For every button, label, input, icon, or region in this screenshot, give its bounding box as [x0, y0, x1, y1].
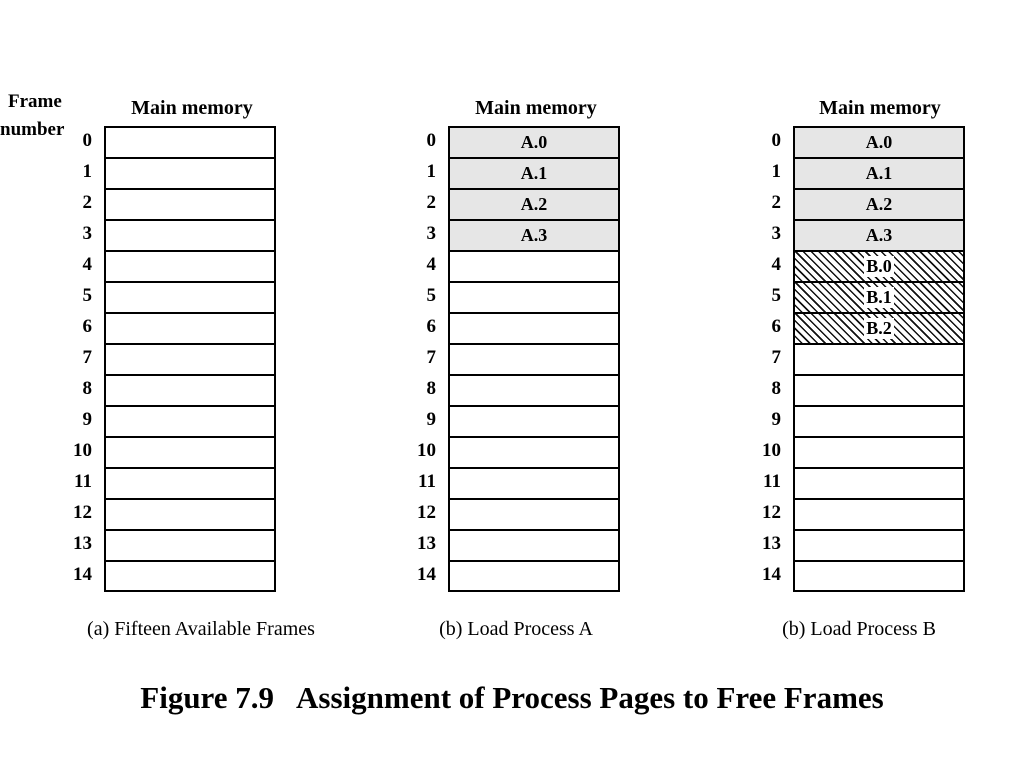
memory-frame-6: [795, 314, 963, 345]
frame-number-label: 7: [426, 347, 436, 368]
memory-frame-3: [795, 221, 963, 252]
memory-frame-5: [795, 283, 963, 314]
figure-number: Figure 7.9: [140, 680, 275, 715]
page-label: A.0: [520, 132, 548, 152]
frame-number-label: 0: [771, 130, 781, 151]
frame-number-label: 14: [762, 564, 781, 585]
panel-caption: (b) Load Process A: [439, 618, 593, 640]
frame-number-label: 2: [426, 192, 436, 213]
memory-frame-12: [106, 500, 274, 531]
memory-frame-1: [795, 159, 963, 190]
page-label: A.3: [520, 225, 548, 245]
frame-number-label: 1: [771, 161, 781, 182]
frame-number-label: 2: [771, 192, 781, 213]
frame-number-label: 8: [82, 378, 92, 399]
frame-number-label: 0: [426, 130, 436, 151]
panel-heading: Main memory: [475, 97, 597, 119]
memory-frame-0: [106, 128, 274, 159]
memory-frame-9: [450, 407, 618, 438]
memory-frame-0: [450, 128, 618, 159]
panel-caption: (a) Fifteen Available Frames: [87, 618, 315, 640]
memory-frame-14: [450, 562, 618, 593]
main-memory-column: [793, 126, 965, 592]
memory-frame-7: [106, 345, 274, 376]
memory-frame-7: [450, 345, 618, 376]
frame-number-label: 6: [82, 316, 92, 337]
page-label: A.2: [520, 194, 548, 214]
frame-number-label: 10: [73, 440, 92, 461]
panel-heading: Main memory: [131, 97, 253, 119]
frame-number-label: 9: [771, 409, 781, 430]
frame-number-label: 6: [771, 316, 781, 337]
memory-frame-13: [450, 531, 618, 562]
frame-number-label: 9: [82, 409, 92, 430]
memory-frame-10: [450, 438, 618, 469]
page-label: A.3: [865, 225, 893, 245]
frame-number-label: 3: [82, 223, 92, 244]
page-label: B.1: [866, 287, 892, 307]
memory-frame-2: [106, 190, 274, 221]
memory-frame-4: [106, 252, 274, 283]
page-label: A.1: [520, 163, 548, 183]
memory-frame-0: [795, 128, 963, 159]
frame-number-label: 0: [82, 130, 92, 151]
frame-number-label: 12: [73, 502, 92, 523]
memory-frame-11: [450, 469, 618, 500]
memory-frame-14: [795, 562, 963, 593]
frame-number-label: 12: [417, 502, 436, 523]
frame-number-label: 1: [426, 161, 436, 182]
panel-heading: Main memory: [819, 97, 941, 119]
frame-number-label: 4: [426, 254, 436, 275]
frame-number-label: 13: [417, 533, 436, 554]
frame-number-label: 3: [426, 223, 436, 244]
frame-number-label: 4: [771, 254, 781, 275]
axis-label-line1: Frame: [8, 91, 62, 112]
memory-frame-8: [795, 376, 963, 407]
page-label: A.2: [865, 194, 893, 214]
frame-number-label: 5: [426, 285, 436, 306]
axis-label-line2: number: [0, 119, 65, 140]
memory-frame-1: [450, 159, 618, 190]
memory-frame-9: [106, 407, 274, 438]
frame-number-label: 12: [762, 502, 781, 523]
frame-number-label: 1: [82, 161, 92, 182]
figure-title: Assignment of Process Pages to Free Frames: [296, 680, 884, 715]
frame-number-label: 14: [417, 564, 436, 585]
memory-frame-8: [106, 376, 274, 407]
memory-frame-2: [450, 190, 618, 221]
frame-number-label: 7: [82, 347, 92, 368]
main-memory-column: [104, 126, 276, 592]
memory-frame-2: [795, 190, 963, 221]
memory-frame-1: [106, 159, 274, 190]
frame-number-label: 10: [762, 440, 781, 461]
memory-frame-4: [795, 252, 963, 283]
frame-number-label: 11: [74, 471, 92, 492]
page-label: B.2: [866, 318, 892, 338]
page-label: B.0: [866, 256, 892, 276]
memory-frame-13: [106, 531, 274, 562]
frame-number-label: 4: [82, 254, 92, 275]
frame-number-label: 14: [73, 564, 92, 585]
frame-number-label: 2: [82, 192, 92, 213]
memory-frame-11: [795, 469, 963, 500]
memory-frame-5: [106, 283, 274, 314]
frame-number-label: 13: [73, 533, 92, 554]
frame-number-label: 11: [418, 471, 436, 492]
frame-number-label: 5: [771, 285, 781, 306]
frame-number-label: 11: [763, 471, 781, 492]
memory-frame-6: [450, 314, 618, 345]
memory-frame-5: [450, 283, 618, 314]
frame-number-label: 3: [771, 223, 781, 244]
frame-number-label: 5: [82, 285, 92, 306]
main-memory-column: [448, 126, 620, 592]
memory-frame-6: [106, 314, 274, 345]
memory-frame-3: [106, 221, 274, 252]
memory-frame-14: [106, 562, 274, 593]
frame-number-label: 8: [426, 378, 436, 399]
panel-caption: (b) Load Process B: [782, 618, 936, 640]
figure-caption: [0, 680, 1024, 716]
frame-number-label: 10: [417, 440, 436, 461]
memory-frame-13: [795, 531, 963, 562]
memory-frame-9: [795, 407, 963, 438]
page-label: A.0: [865, 132, 893, 152]
memory-frame-8: [450, 376, 618, 407]
frame-number-label: 7: [771, 347, 781, 368]
memory-frame-3: [450, 221, 618, 252]
memory-frame-11: [106, 469, 274, 500]
memory-frame-10: [795, 438, 963, 469]
page-label: A.1: [865, 163, 893, 183]
memory-frame-12: [450, 500, 618, 531]
frame-number-label: 8: [771, 378, 781, 399]
memory-frame-4: [450, 252, 618, 283]
frame-number-label: 13: [762, 533, 781, 554]
memory-frame-12: [795, 500, 963, 531]
frame-number-label: 6: [426, 316, 436, 337]
memory-frame-10: [106, 438, 274, 469]
frame-number-label: 9: [426, 409, 436, 430]
memory-frame-7: [795, 345, 963, 376]
